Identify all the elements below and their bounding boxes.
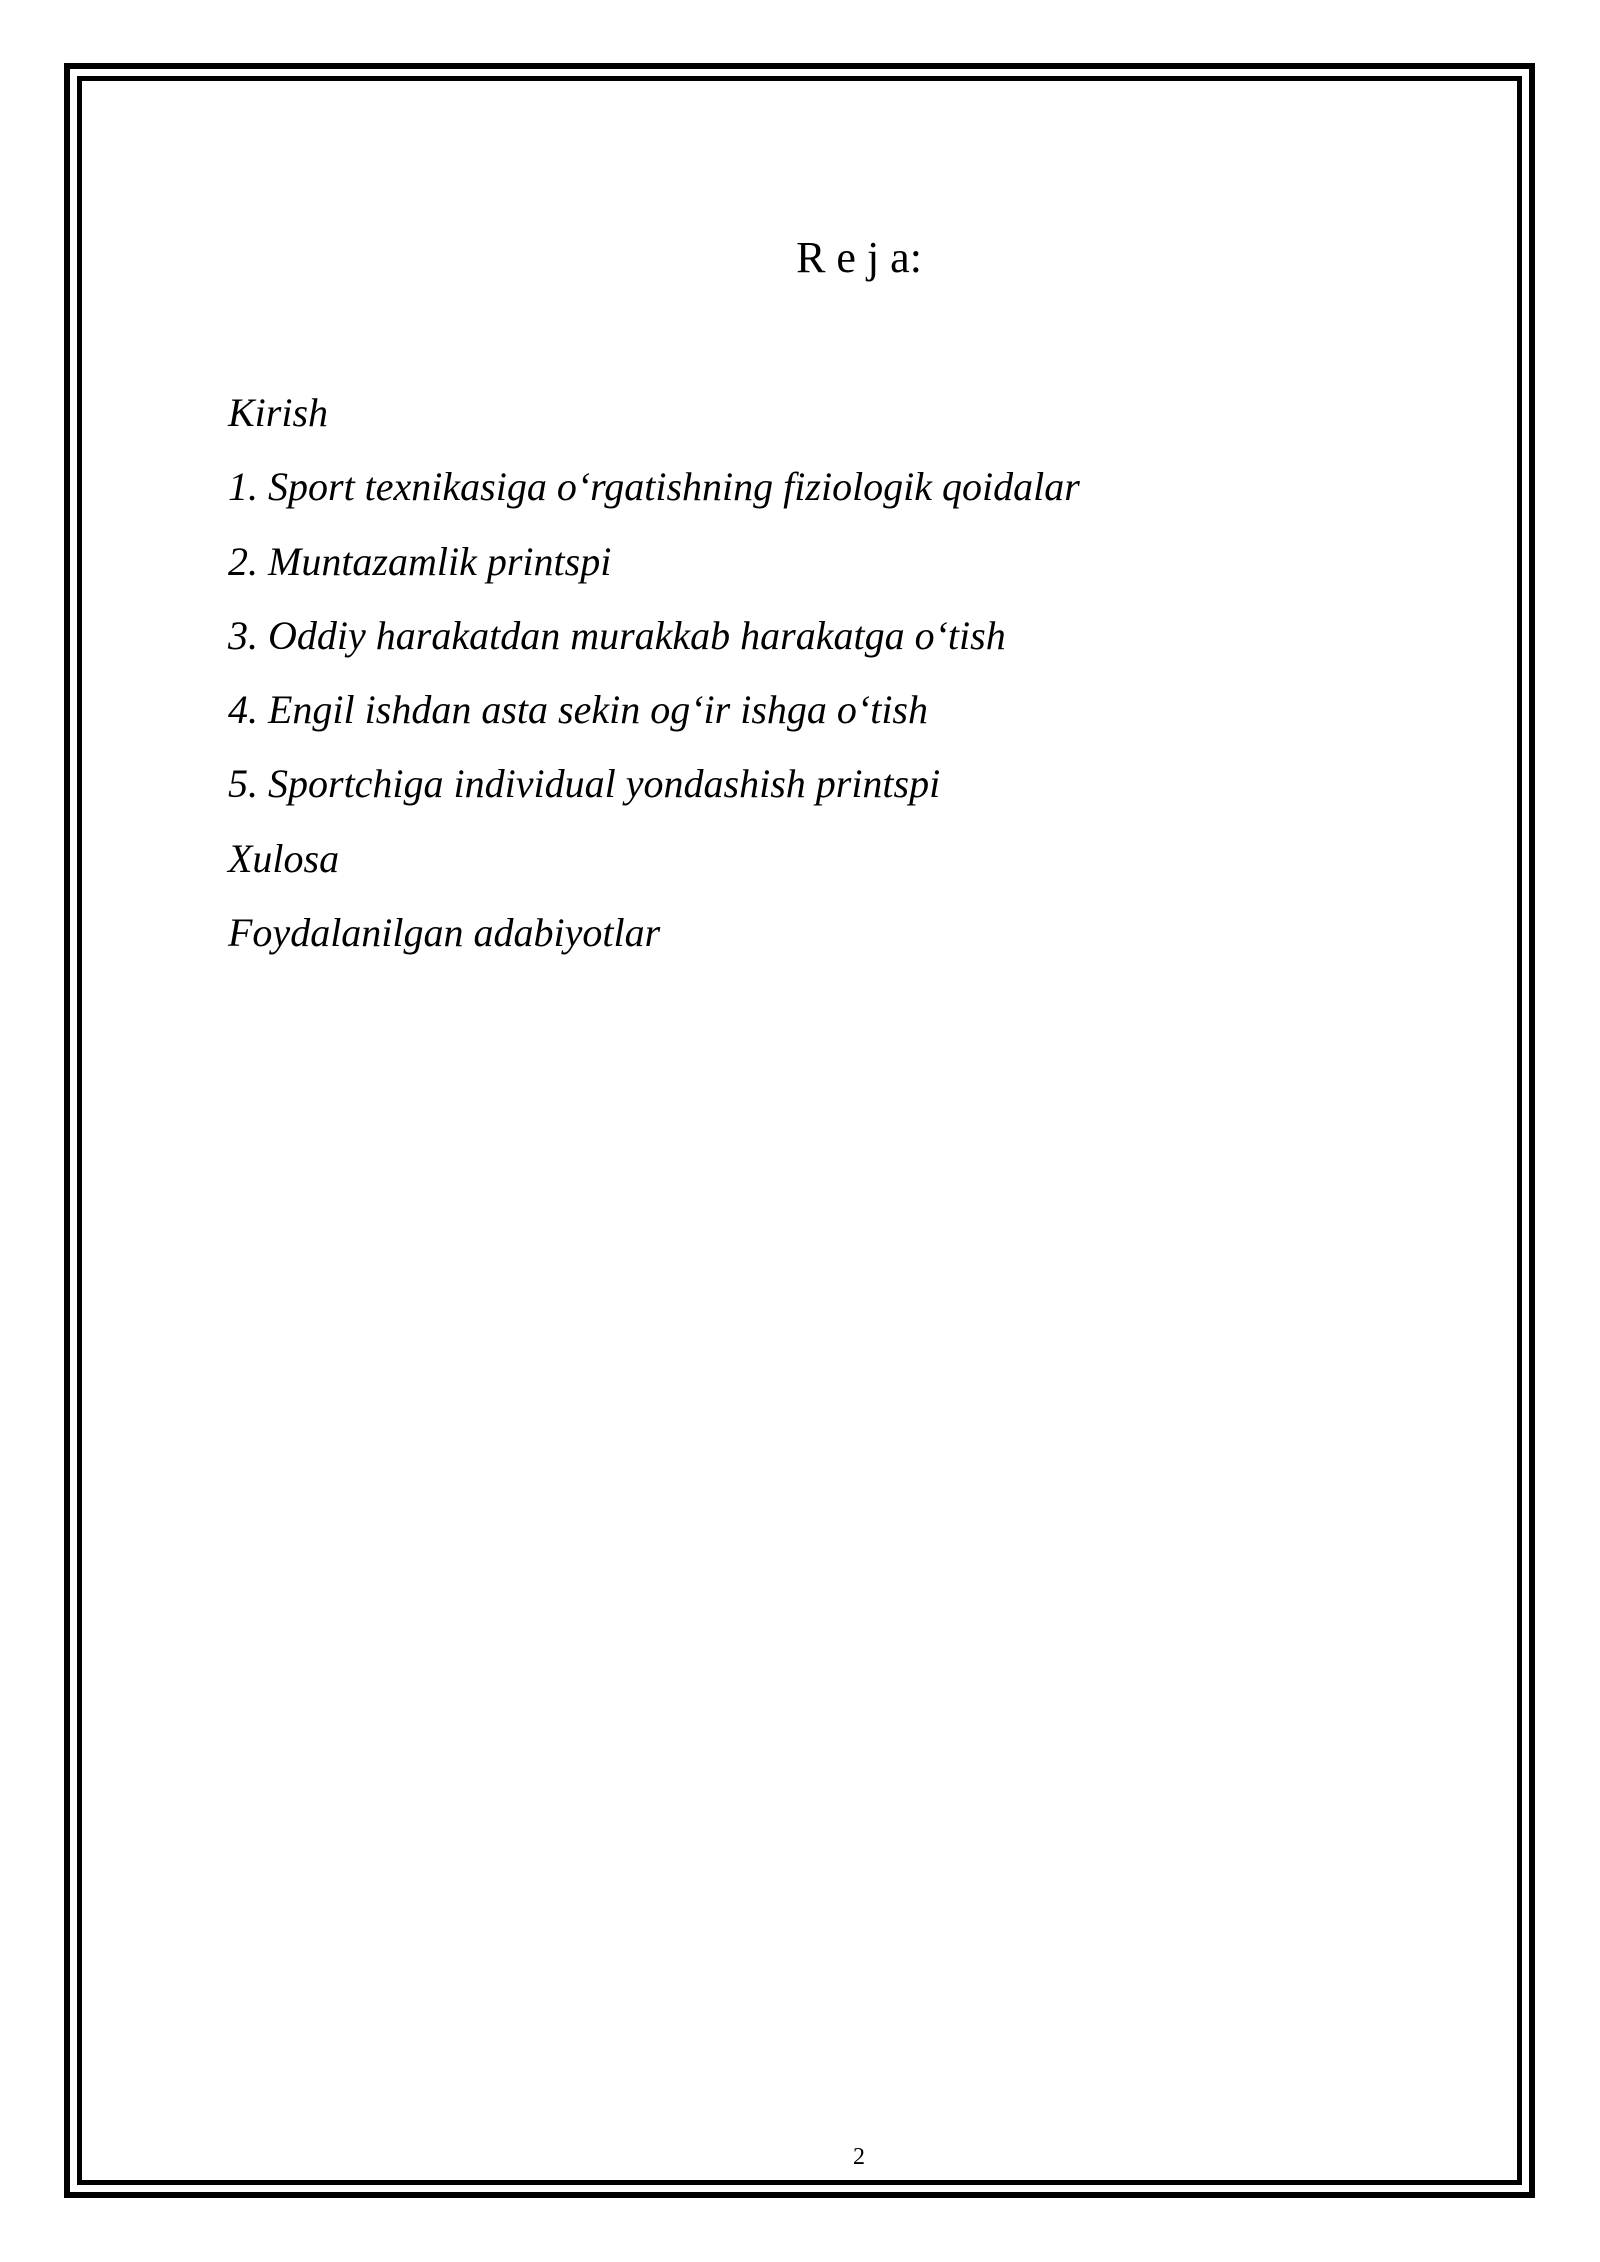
plan-item-introduction: Kirish	[228, 390, 329, 435]
page-number: 2	[853, 2144, 865, 2170]
plan-item-conclusion: Xulosa	[228, 835, 340, 881]
plan-list	[228, 376, 1080, 970]
plan-item-4: 4. Engil ishdan asta sekin og‘ir ishga o‘tish	[228, 687, 928, 733]
plan-item-5: 5. Sportchiga individual yondashish printspi	[228, 761, 941, 807]
page-title: R e j a:	[796, 233, 922, 282]
plan-item-1: 1. Sport texnikasiga o‘rgatishning fiziologik qoidalar	[228, 464, 1080, 510]
plan-item-2: 2. Muntazamlik printspi	[228, 538, 612, 584]
plan-item-references: Foydalanilgan adabiyotlar	[228, 910, 661, 956]
plan-item-3: 3. Oddiy harakatdan murakkab harakatga o‘tish	[228, 612, 1006, 658]
